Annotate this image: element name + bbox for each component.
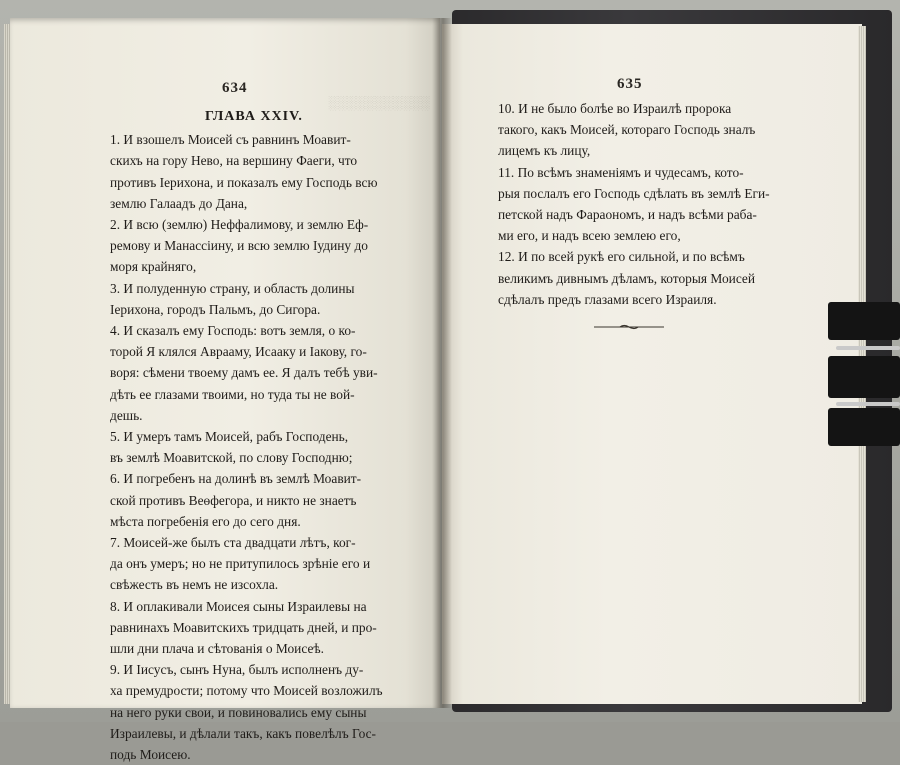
text-line: дѣть ее глазами твоими, но туда ты не вой- [110, 386, 355, 402]
left-page-text [110, 106, 398, 765]
text-line: рыя послалъ его Господь сдѣлать въ землѣ Еги- [498, 185, 770, 201]
text-line: на него руки свои, и повиновались ему сыны [110, 704, 367, 720]
chapter-heading: ГЛАВА XXIV. [205, 109, 303, 124]
binder-clip-middle [828, 356, 900, 398]
text-line: скихъ на гору Нево, на вершину Фаеги, что [110, 153, 358, 169]
text-line: противъ Іерихона, и показалъ ему Господь всю [110, 174, 378, 190]
text-line: торой Я клялся Аврааму, Исааку и Іакову, го- [110, 344, 367, 360]
text-line: воря: сѣмени твоему дамъ ее. Я далъ тебѣ уви- [110, 365, 378, 381]
text-line: 10. И не было болѣе во Израилѣ пророка [498, 101, 732, 116]
text-line: 12. И по всей рукѣ его сильной, и по всѣмъ [498, 249, 745, 265]
text-line: шли дни плача и сѣтованія о Моисеѣ. [110, 641, 325, 657]
text-line: сдѣлалъ предъ глазами всего Израиля. [498, 291, 717, 307]
text-line: да онъ умеръ; но не притупилось зрѣніе его и [110, 556, 371, 572]
text-line: свѣжесть въ немъ не изсохла. [110, 577, 279, 593]
text-line: ха премудрости; потому что Моисей возложилъ [110, 683, 383, 699]
text-line: великимъ дивнымъ дѣламъ, которыя Моисей [498, 270, 756, 286]
text-line: 2. И всю (землю) Неффалимову, и землю Еф- [110, 217, 369, 233]
text-line: моря крайняго, [110, 259, 197, 275]
clip-wire-top [836, 346, 900, 350]
text-line: 3. И полуденную страну, и область долины [110, 280, 355, 296]
end-ornament [594, 324, 664, 330]
text-line: подь Моисею. [110, 747, 191, 763]
text-line: въ землѣ Моавитской, по слову Господню; [110, 450, 353, 466]
text-line: ремову и Манассіину, и всю землю Іудину до [110, 238, 368, 254]
text-line: 5. И умеръ тамъ Моисей, рабъ Господень, [110, 429, 349, 445]
right-page-text [498, 98, 780, 310]
text-line: ми его, и надъ всею землею его, [498, 228, 681, 244]
book-gutter [432, 18, 452, 708]
text-line: лицемъ къ лицу, [498, 143, 591, 159]
binder-clip-bottom [828, 408, 900, 446]
page-number-left: 634 [222, 80, 248, 96]
text-line: 9. И Іисусъ, сынъ Нуна, былъ исполненъ ду- [110, 662, 364, 678]
text-line: Израилевы, и дѣлали такъ, какъ повелѣлъ Гос- [110, 725, 377, 741]
text-line: 11. По всѣмъ знаменіямъ и чудесамъ, кото- [498, 164, 744, 180]
text-line: петской надъ Фараономъ, и надъ всѣми раба- [498, 207, 757, 223]
binder-clip-top [828, 302, 900, 340]
text-line: такого, какъ Моисей, котораго Господь зналъ [498, 122, 756, 138]
text-line: 4. И сказалъ ему Господь: вотъ земля, о ко- [110, 323, 356, 339]
bleed-through-shadow: ░░░░░░░░░░░ [328, 95, 430, 110]
text-line: землю Галаадъ до Дана, [110, 195, 248, 211]
text-line: равнинахъ Моавитскихъ тридцать дней, и про- [110, 619, 377, 635]
clip-wire-bottom [836, 402, 900, 406]
text-line: Іерихона, городъ Пальмъ, до Сигора. [110, 301, 321, 317]
text-line: 1. И взошелъ Моисей съ равнинъ Моавит- [110, 132, 351, 148]
text-line: 8. И оплакивали Моисея сыны Израилевы на [110, 598, 367, 614]
text-line: дешь. [110, 407, 143, 423]
page-number-right: 635 [617, 76, 643, 92]
text-line: ской противъ Веѳфегора, и никто не знаетъ [110, 492, 357, 508]
text-line: 7. Моисей-же былъ ста двадцати лѣтъ, ког- [110, 535, 356, 551]
text-line: мѣста погребенія его до сего дня. [110, 513, 301, 529]
text-line: 6. И погребенъ на долинѣ въ землѣ Моавит- [110, 471, 362, 487]
